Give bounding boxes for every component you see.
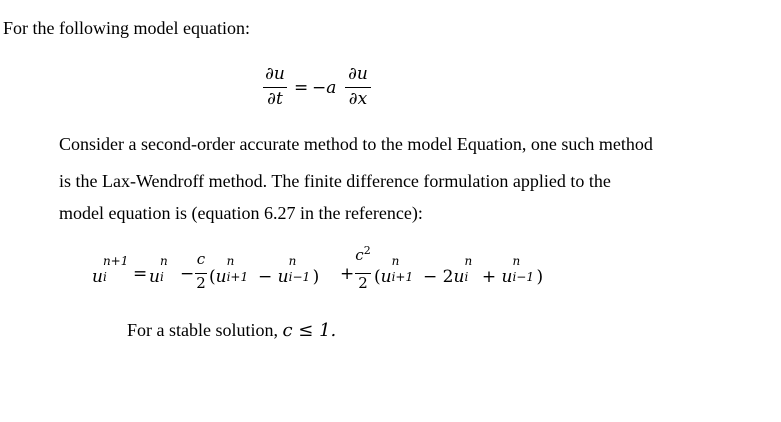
c-numerator: c — [196, 250, 206, 268]
lw-equals: = — [133, 264, 148, 284]
minus-sign: − — [180, 264, 195, 284]
equals-sign: = — [294, 78, 309, 98]
du-numerator-2: ∂u — [348, 64, 368, 84]
two-denominator-2: 2 — [358, 274, 368, 292]
dx-denominator: ∂x — [348, 89, 368, 109]
lhs-term: u n+1 i — [92, 254, 129, 287]
two-denominator: 2 — [196, 274, 206, 292]
paragraph-line-1: Consider a second-order accurate method to the model Equation, one such method — [59, 134, 653, 154]
second-difference: (u n i+1 − 2u n i + u n i−1 ) — [374, 254, 544, 287]
paragraph-line-2: is the Lax-Wendroff method. The finite difference formulation applied to the — [59, 171, 611, 191]
first-difference: (u n i+1 − u n i−1 ) — [209, 254, 320, 287]
stability-label: For a stable solution, — [127, 320, 283, 340]
plus-sign: + — [340, 264, 355, 284]
stability-text — [127, 320, 336, 341]
dt-denominator: ∂t — [267, 89, 283, 109]
paragraph-line-3: model equation is (equation 6.27 in the reference): — [59, 203, 423, 223]
minus-a: −a — [312, 78, 337, 98]
intro-text: For the following model equation: — [3, 18, 250, 38]
stability-condition: c ≤ 1. — [282, 320, 337, 341]
c-squared-numerator: $c^2$ — [355, 244, 371, 264]
term-uin: u n i — [149, 254, 168, 287]
du-numerator: ∂u — [265, 64, 285, 84]
